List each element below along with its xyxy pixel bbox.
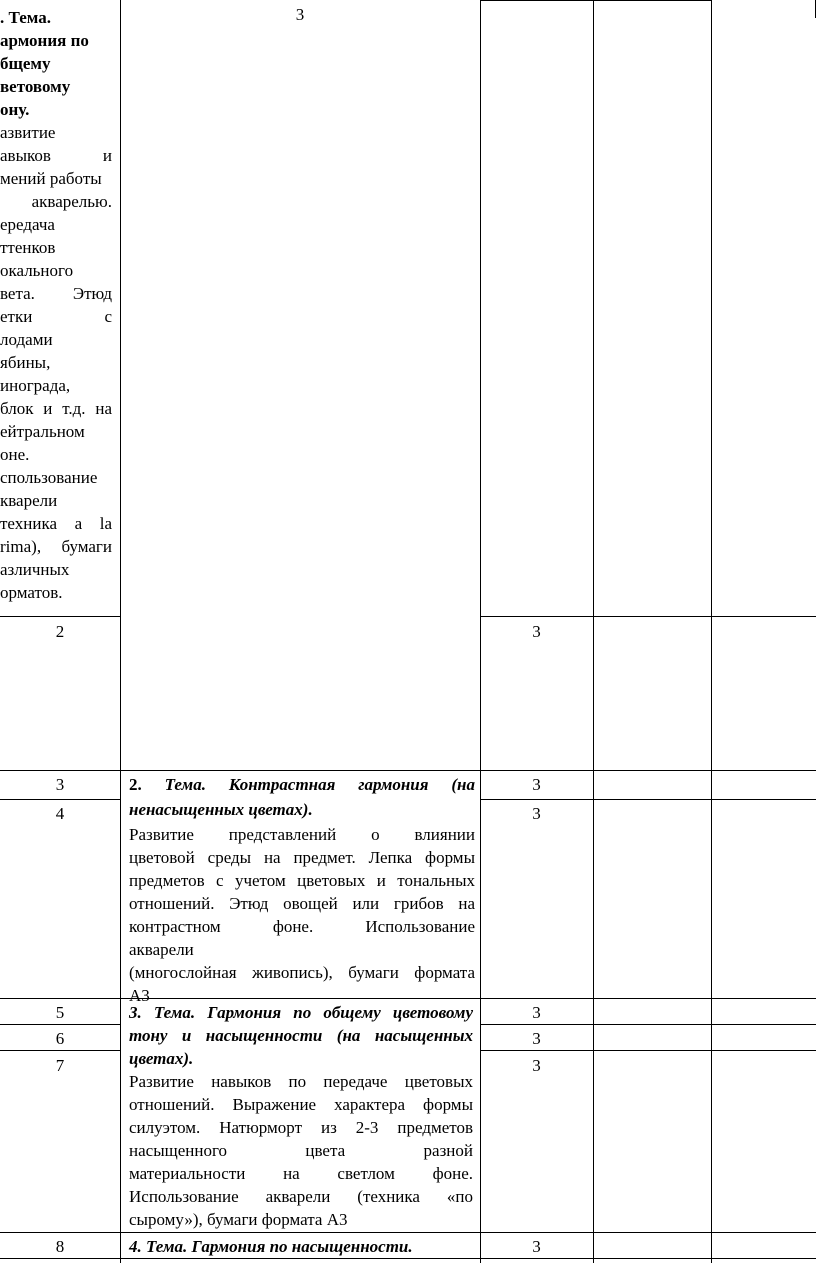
row2-number: 2: [55, 622, 65, 641]
row7-number: 7: [55, 1056, 65, 1075]
topic1-line: блок и т.д. на: [0, 399, 112, 418]
row3-number: 3: [55, 775, 65, 794]
topic2-desc-line: Развитие представлений о влиянии: [129, 825, 475, 844]
topic2-desc-line: предметов с учетом цветовых и тональных: [129, 871, 475, 890]
topic3-desc-line: насыщенного цвета разной: [129, 1141, 473, 1160]
topic1-line: етки с: [0, 307, 112, 326]
topic3-description: [129, 1070, 473, 1231]
row3-hours: 3: [532, 775, 541, 794]
topic1-line: ередача: [0, 215, 55, 234]
topic1-line: инограда,: [0, 376, 71, 395]
topic3-desc-line: материальности на светлом фоне.: [129, 1164, 473, 1183]
topic1-line: . Тема.: [0, 8, 51, 27]
topic2-desc-line: контрастном фоне. Использование: [129, 917, 475, 936]
topic3-desc-line: силуэтом. Натюрморт из 2-3 предметов: [129, 1118, 473, 1137]
topic1-line: акварелью.: [31, 192, 112, 211]
topic3-title-line: тону и насыщенности (на насыщенных: [129, 1026, 473, 1045]
topic1-line: вета. Этюд: [0, 284, 112, 303]
topic2-title-line1: [129, 773, 475, 796]
topic1-line: азвитие: [0, 123, 56, 142]
topic2-number: 2.: [129, 775, 142, 794]
topic1-line: оне.: [0, 445, 30, 464]
row8-hours: 3: [532, 1237, 541, 1256]
row5-number: 5: [55, 1003, 65, 1022]
topic3-desc-line: Развитие навыков по передаче цветовых: [129, 1072, 473, 1091]
topic1-line: мений работы: [0, 169, 102, 188]
topic2-title: Тема. Контрастная гармония (на: [164, 775, 475, 794]
topic3-title: [129, 1001, 473, 1070]
topic1-line: окального: [0, 261, 74, 280]
row8-number: 8: [55, 1237, 65, 1256]
row2-hours: 3: [532, 622, 541, 641]
topic1-line: техника а la: [0, 514, 112, 533]
topic3-desc-line: отношений. Выражение характера формы: [129, 1095, 473, 1114]
topic3-title-line: цветах).: [129, 1049, 194, 1068]
row6-number: 6: [55, 1029, 65, 1048]
row4-hours: 3: [532, 804, 541, 823]
topic2-desc-line: отношений. Этюд овощей или грибов на: [129, 894, 475, 913]
row5-hours: 3: [532, 1003, 541, 1022]
topic1-cell: [0, 6, 112, 604]
topic1-line: ону.: [0, 100, 30, 119]
topic2-desc-line: А3: [129, 986, 150, 1005]
topic1-line: лодами: [0, 330, 53, 349]
topic2-title-line2: ненасыщенных цветах).: [129, 800, 313, 819]
row7-hours: 3: [532, 1056, 541, 1075]
topic1-line: орматов.: [0, 583, 63, 602]
topic2-desc-line: (многослойная живопись), бумаги формата: [129, 963, 475, 982]
topic1-line: армония по: [0, 31, 89, 50]
topic1-line: ейтральном: [0, 422, 85, 441]
topic1-line: спользование: [0, 468, 98, 487]
topic1-line: авыков и: [0, 146, 112, 165]
topic2-desc-line: акварели: [129, 940, 194, 959]
row8-topic: 4. Тема. Гармония по насыщенности.: [129, 1237, 413, 1256]
topic1-line: кварели: [0, 491, 58, 510]
topic1-line: ябины,: [0, 353, 51, 372]
row1-hours: 3: [295, 5, 305, 24]
topic3-desc-line: Использование акварели (техника «по: [129, 1187, 473, 1206]
topic1-line: ттенков: [0, 238, 56, 257]
row4-number: 4: [55, 804, 65, 823]
topic2-desc-line: цветовой среды на предмет. Лепка формы: [129, 848, 475, 867]
topic2-description: [129, 823, 475, 1007]
topic3-desc-line: сырому»), бумаги формата А3: [129, 1210, 348, 1229]
topic1-line: rima), бумаги: [0, 537, 112, 556]
topic3-title-line: 3. Тема. Гармония по общему цветовому: [129, 1003, 473, 1022]
topic1-line: ветовому: [0, 77, 71, 96]
topic1-line: азличных: [0, 560, 70, 579]
row6-hours: 3: [532, 1029, 541, 1048]
topic1-line: бщему: [0, 54, 51, 73]
